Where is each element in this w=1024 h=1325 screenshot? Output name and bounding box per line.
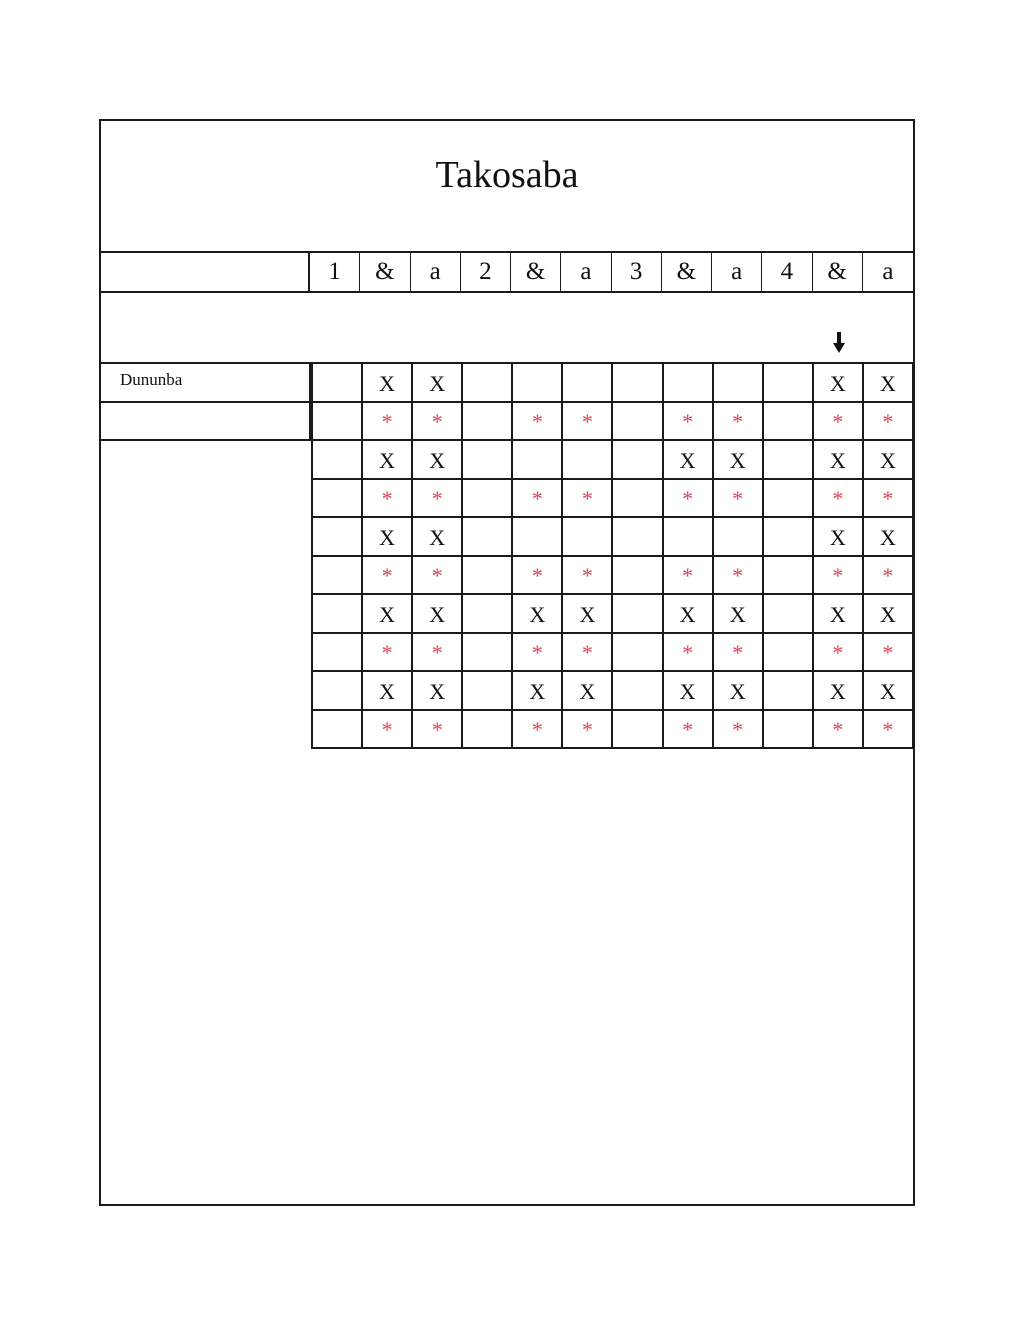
empty-cell [313,672,363,709]
accent-mark-cell: * [814,480,864,517]
empty-cell [313,595,363,632]
empty-cell [613,557,663,594]
empty-cell [664,364,714,401]
empty-cell [313,634,363,671]
accent-mark-cell: * [563,711,613,748]
empty-cell [613,711,663,748]
empty-cell [613,634,663,671]
empty-cell [613,403,663,440]
hit-mark-cell: X [864,441,914,478]
accent-mark-cell: * [563,403,613,440]
hit-mark-cell: X [714,672,764,709]
empty-cell [764,364,814,401]
grid-row [313,672,914,711]
empty-cell [764,557,814,594]
page-title: Takosaba [435,154,579,196]
accent-mark-cell: * [664,711,714,748]
grid-row [313,557,914,596]
empty-cell [764,441,814,478]
empty-cell [764,672,814,709]
hit-mark-cell: X [413,364,463,401]
empty-cell [563,518,613,555]
beat-header-cell: 2 [461,253,511,291]
grid-row [313,595,914,634]
accent-mark-cell: * [714,403,764,440]
rhythm-sheet [99,119,915,1206]
empty-cell [313,403,363,440]
accent-mark-cell: * [864,634,914,671]
accent-mark-cell: * [814,711,864,748]
accent-mark-cell: * [814,557,864,594]
accent-mark-cell: * [864,557,914,594]
hit-mark-cell: X [664,672,714,709]
hit-mark-cell: X [363,595,413,632]
empty-cell [764,595,814,632]
grid-row [313,364,914,403]
empty-cell [463,480,513,517]
empty-cell [313,711,363,748]
rhythm-grid [311,362,914,749]
instrument-label-column [101,362,311,441]
empty-cell [463,595,513,632]
hit-mark-cell: X [513,672,563,709]
beat-header-cell: a [411,253,461,291]
beat-header-cell: & [662,253,712,291]
accent-mark-cell: * [513,480,563,517]
accent-mark-cell: * [413,403,463,440]
beat-header-row [101,251,913,293]
grid-row [313,634,914,673]
instrument-label: Dununba [101,364,311,403]
accent-mark-cell: * [714,557,764,594]
empty-cell [714,364,764,401]
accent-mark-cell: * [513,634,563,671]
accent-mark-cell: * [363,634,413,671]
hit-mark-cell: X [864,595,914,632]
hit-mark-cell: X [814,672,864,709]
accent-mark-cell: * [814,403,864,440]
accent-mark-cell: * [664,403,714,440]
accent-mark-cell: * [363,711,413,748]
empty-cell [714,518,764,555]
accent-mark-cell: * [513,403,563,440]
empty-cell [563,441,613,478]
empty-cell [313,480,363,517]
accent-mark-cell: * [714,480,764,517]
empty-cell [313,518,363,555]
accent-mark-cell: * [714,711,764,748]
empty-cell [764,711,814,748]
hit-mark-cell: X [563,672,613,709]
empty-cell [764,403,814,440]
accent-mark-cell: * [513,711,563,748]
empty-cell [463,441,513,478]
empty-cell [463,403,513,440]
accent-mark-cell: * [664,634,714,671]
empty-cell [664,518,714,555]
hit-mark-cell: X [664,441,714,478]
accent-mark-cell: * [413,711,463,748]
hit-mark-cell: X [714,595,764,632]
empty-cell [613,480,663,517]
hit-mark-cell: X [864,364,914,401]
accent-mark-cell: * [814,634,864,671]
beat-header-cell: & [813,253,863,291]
hit-mark-cell: X [513,595,563,632]
hit-mark-cell: X [363,364,413,401]
hit-mark-cell: X [664,595,714,632]
accent-mark-cell: * [413,634,463,671]
empty-cell [463,557,513,594]
empty-cell [513,441,563,478]
beat-header-cell: & [511,253,561,291]
empty-cell [463,711,513,748]
empty-cell [463,364,513,401]
accent-mark-cell: * [363,403,413,440]
empty-cell [613,364,663,401]
empty-cell [313,441,363,478]
grid-row [313,403,914,442]
empty-cell [513,364,563,401]
accent-mark-cell: * [363,480,413,517]
hit-mark-cell: X [814,364,864,401]
instrument-label [101,403,311,442]
hit-mark-cell: X [864,672,914,709]
empty-cell [613,672,663,709]
empty-cell [613,441,663,478]
hit-mark-cell: X [413,441,463,478]
hit-mark-cell: X [413,595,463,632]
accent-mark-cell: * [413,557,463,594]
accent-mark-cell: * [664,480,714,517]
empty-cell [764,634,814,671]
accent-mark-cell: * [363,557,413,594]
accent-mark-cell: * [563,480,613,517]
hit-mark-cell: X [363,518,413,555]
hit-mark-cell: X [814,441,864,478]
down-arrow-icon [833,332,845,354]
accent-mark-cell: * [413,480,463,517]
accent-mark-cell: * [563,557,613,594]
accent-mark-cell: * [563,634,613,671]
hit-mark-cell: X [413,518,463,555]
beat-header-cell: 4 [762,253,812,291]
hit-mark-cell: X [413,672,463,709]
hit-mark-cell: X [814,518,864,555]
hit-mark-cell: X [864,518,914,555]
empty-cell [313,557,363,594]
beat-header-cell: 3 [612,253,662,291]
empty-cell [513,518,563,555]
accent-mark-cell: * [513,557,563,594]
hit-mark-cell: X [363,672,413,709]
empty-cell [563,364,613,401]
beat-header-cell: 1 [310,253,360,291]
accent-mark-cell: * [864,480,914,517]
beat-header-cell: a [561,253,611,291]
empty-cell [613,595,663,632]
hit-mark-cell: X [714,441,764,478]
hit-mark-cell: X [363,441,413,478]
hit-mark-cell: X [814,595,864,632]
grid-row [313,518,914,557]
accent-mark-cell: * [714,634,764,671]
empty-cell [764,480,814,517]
grid-row [313,711,914,750]
empty-cell [764,518,814,555]
empty-cell [313,364,363,401]
grid-row [313,441,914,480]
hit-mark-cell: X [563,595,613,632]
accent-mark-cell: * [664,557,714,594]
empty-cell [463,518,513,555]
empty-cell [463,634,513,671]
beat-header-cell: a [882,258,894,285]
beat-header-cell: a [712,253,762,291]
empty-cell [463,672,513,709]
grid-row [313,480,914,519]
beat-header-cell: & [360,253,410,291]
empty-cell [613,518,663,555]
accent-mark-cell: * [864,711,914,748]
beat-header-label-cell [101,253,310,291]
accent-mark-cell: * [864,403,914,440]
